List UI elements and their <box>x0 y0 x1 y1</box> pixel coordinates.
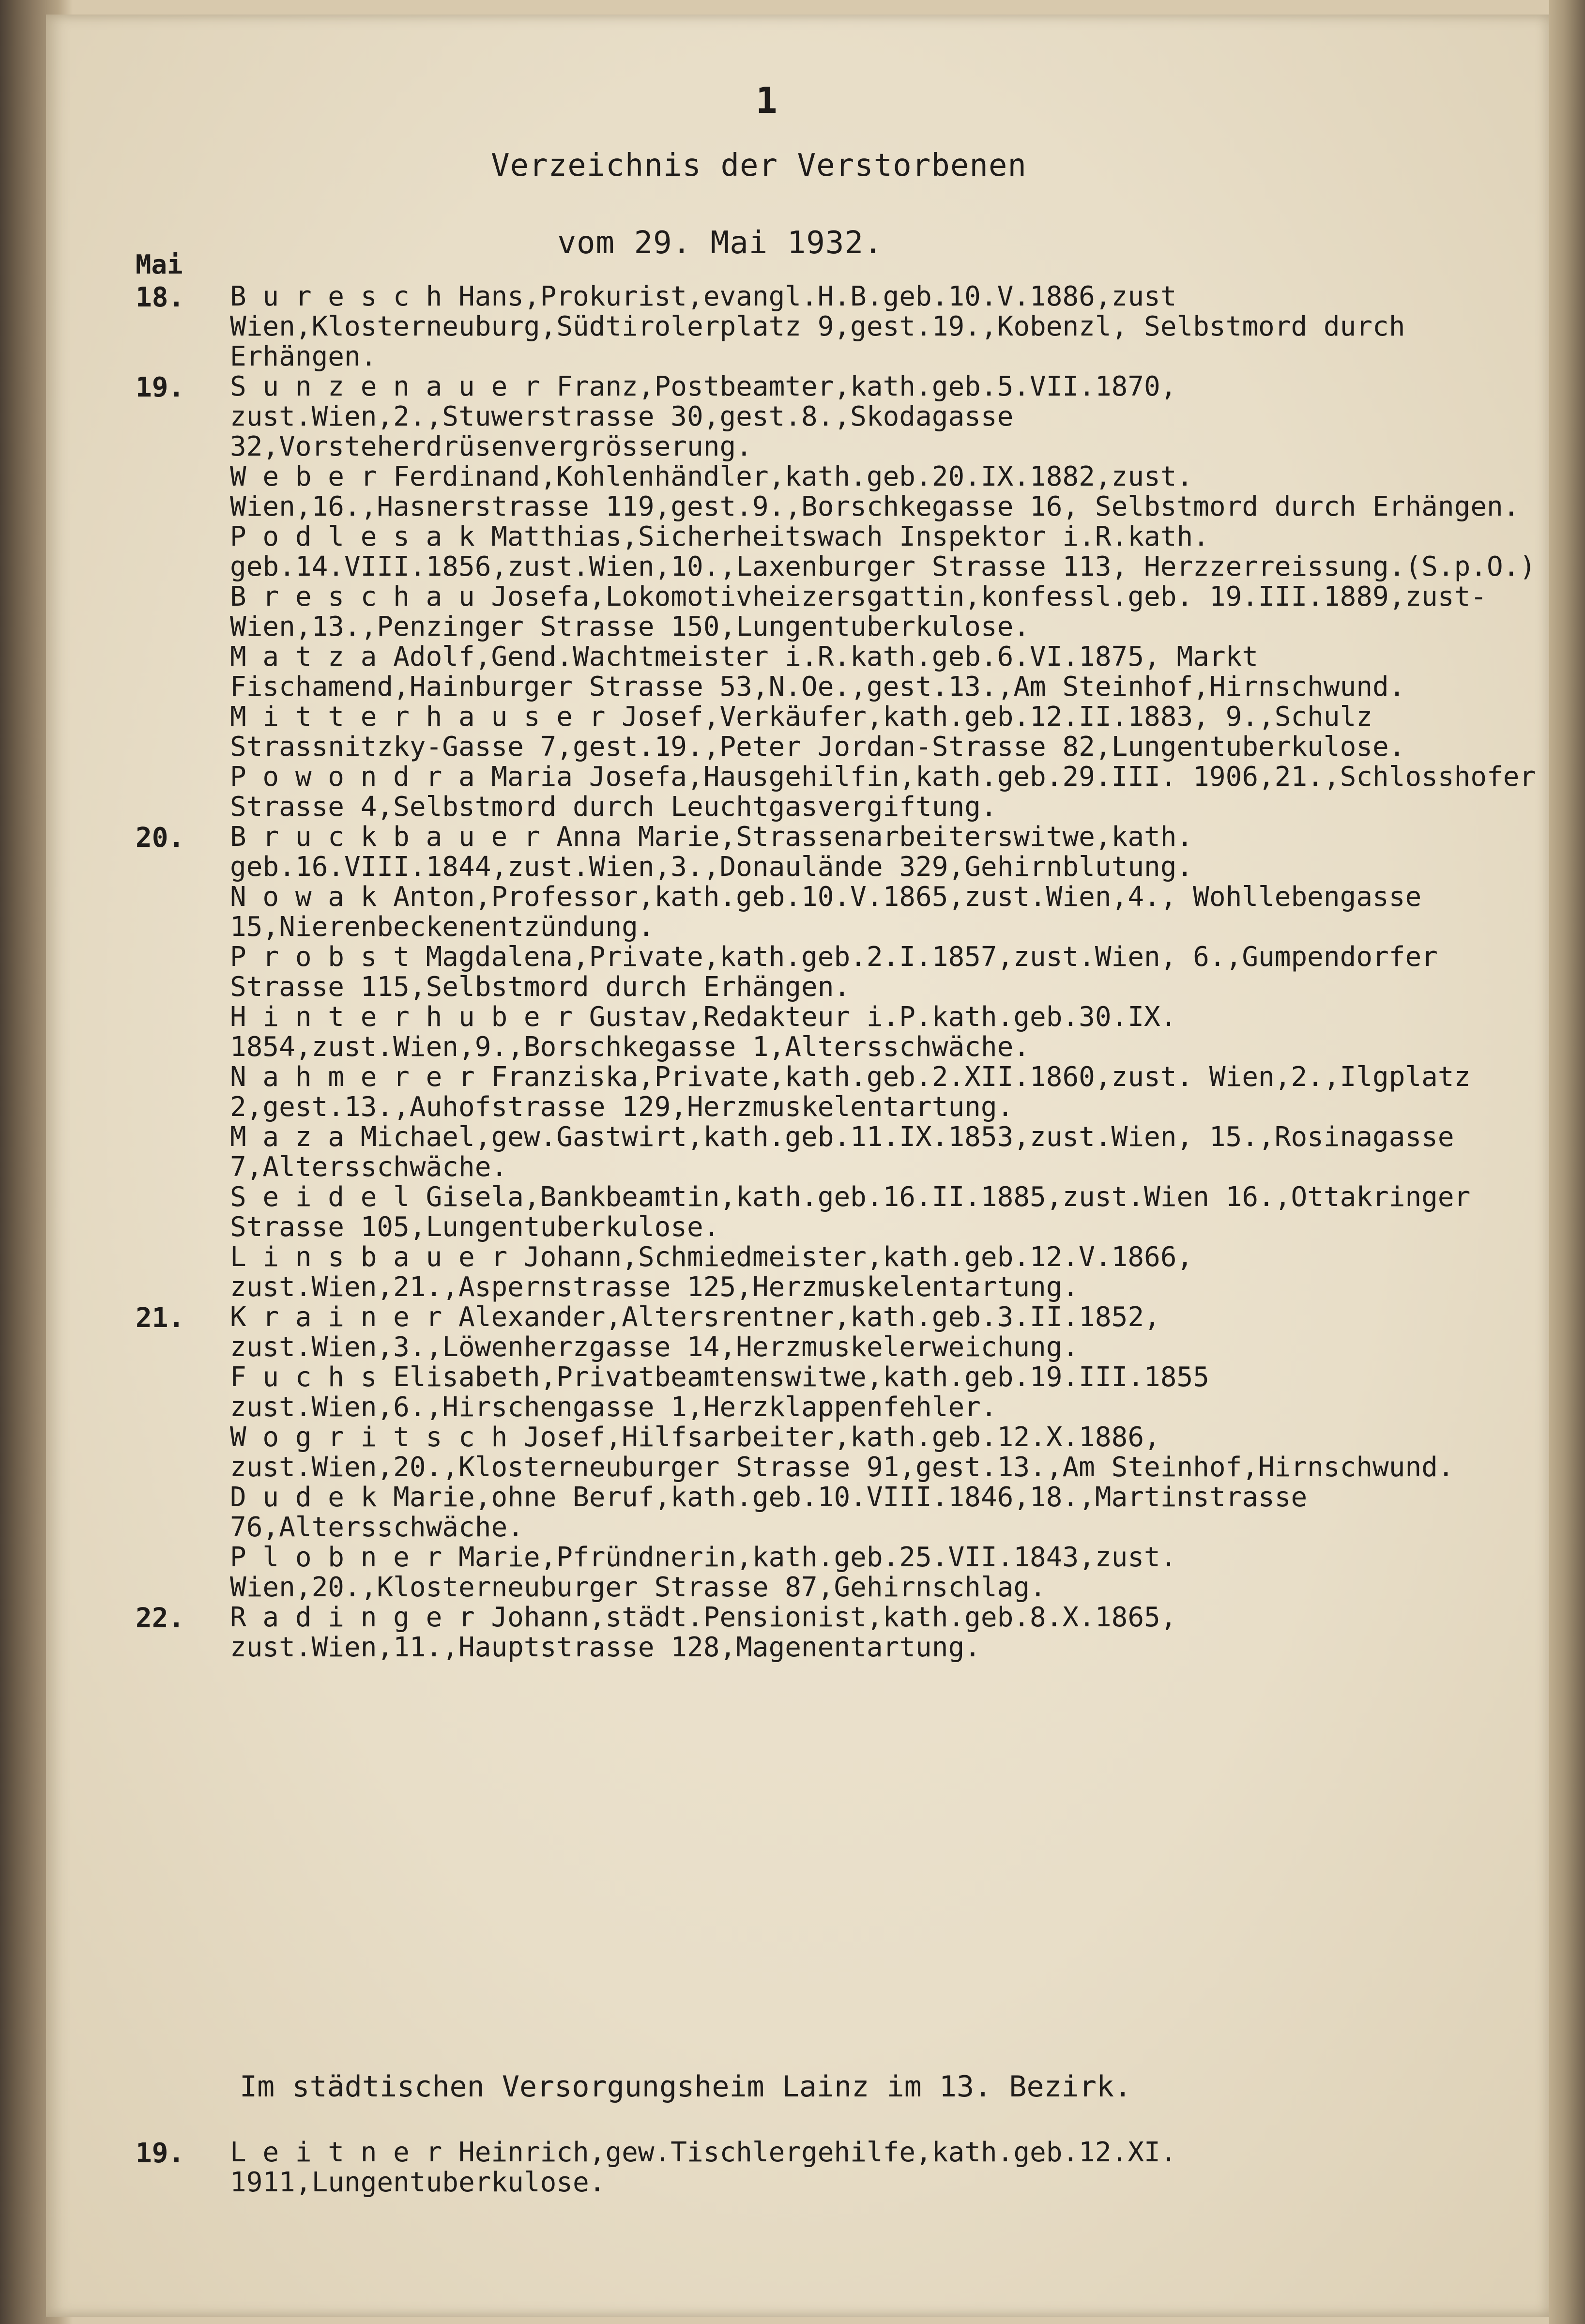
entry-text: K r a i n e r Alexander,Altersrentner,kath.geb.3.II.1852, zust.Wien,3.,Löwenherzgasse 14,Herzmuskelerweichung. <box>230 1301 1160 1363</box>
list-item <box>46 1603 1549 1663</box>
entry-text: N a h m e r e r Franziska,Private,kath.geb.2.XII.1860,zust. Wien,2.,Ilgplatz 2,gest.13.,Auhofstrasse 129,Herzmuskelentartung. <box>230 1061 1471 1123</box>
entry-text: D u d e k Marie,ohne Beruf,kath.geb.10.VIII.1846,18.,Martinstrasse 76,Altersschwäche. <box>230 1482 1308 1543</box>
death-register-list <box>46 282 1549 1663</box>
entry-day: 21. <box>136 1302 185 1334</box>
entry-text: R a d i n g e r Johann,städt.Pensionist,kath.geb.8.X.1865, zust.Wien,11.,Hauptstrasse 128,Magenentartung. <box>230 1602 1177 1663</box>
section-heading: Im städtischen Versorgungsheim Lainz im 13. Bezirk. <box>240 2070 1132 2104</box>
entry-text: P r o b s t Magdalena,Private,kath.geb.2.I.1857,zust.Wien, 6.,Gumpendorfer Strasse 115,Selbstmord durch Erhängen. <box>230 941 1438 1003</box>
entry-text: W e b e r Ferdinand,Kohlenhändler,kath.geb.20.IX.1882,zust. Wien,16.,Hasnerstrasse 119,gest.9.,Borschkegasse 16, Selbstmord durch Erhängen. <box>230 461 1520 522</box>
list-item <box>46 1302 1549 1362</box>
entry-day: 19. <box>136 2138 185 2169</box>
entry-text: B r u c k b a u e r Anna Marie,Strassenarbeiterswitwe,kath. geb.16.VIII.1844,zust.Wien,3.,Donaulände 329,Gehirnblutung. <box>230 821 1193 883</box>
month-label: Mai <box>136 249 183 280</box>
list-item <box>46 282 1549 372</box>
list-item <box>46 1062 1549 1122</box>
entry-day: 20. <box>136 822 185 854</box>
entry-day: 22. <box>136 1603 185 1634</box>
list-item <box>46 1002 1549 1062</box>
entry-text: B u r e s c h Hans,Prokurist,evangl.H.B.geb.10.V.1886,zust Wien,Klosterneuburg,Südtirolerplatz 9,gest.19.,Kobenzl, Selbstmord durch Erhängen. <box>230 281 1405 372</box>
entry-day: 18. <box>136 282 185 313</box>
list-item <box>46 942 1549 1002</box>
final-entry <box>46 2138 1549 2198</box>
entry-text: F u c h s Elisabeth,Privatbeamtenswitwe,kath.geb.19.III.1855 zust.Wien,6.,Hirschengasse 1,Herzklappenfehler. <box>230 1361 1209 1423</box>
entry-text: P l o b n e r Marie,Pfründnerin,kath.geb.25.VII.1843,zust. Wien,20.,Klosterneuburger Strasse 87,Gehirnschlag. <box>230 1542 1177 1603</box>
list-item <box>46 822 1549 882</box>
document-title: Verzeichnis der Verstorbenen <box>491 148 1027 183</box>
entry-text: M a z a Michael,gew.Gastwirt,kath.geb.11.IX.1853,zust.Wien, 15.,Rosinagasse 7,Altersschwäche. <box>230 1121 1454 1183</box>
list-item <box>46 2138 1549 2198</box>
document-date: vom 29. Mai 1932. <box>557 225 883 261</box>
entry-text: N o w a k Anton,Professor,kath.geb.10.V.1865,zust.Wien,4., Wohllebengasse 15,Nierenbeckenentzündung. <box>230 881 1422 943</box>
page-edge <box>1549 0 1585 2324</box>
page-number: 1 <box>756 80 777 122</box>
entry-text: W o g r i t s c h Josef,Hilfsarbeiter,kath.geb.12.X.1886, zust.Wien,20.,Klosterneuburger Strasse 91,gest.13.,Am Steinhof,Hirnschwund. <box>230 1422 1454 1483</box>
list-item <box>46 882 1549 942</box>
list-item <box>46 522 1549 582</box>
list-item <box>46 702 1549 762</box>
list-item <box>46 1422 1549 1483</box>
list-item <box>46 582 1549 642</box>
entry-text: P o d l e s a k Matthias,Sicherheitswach Inspektor i.R.kath. geb.14.VIII.1856,zust.Wien,10.,Laxenburger Strasse 113, Herzzerreissung.(S.p.O.) <box>230 521 1536 582</box>
paper-sheet <box>46 15 1549 2317</box>
entry-text: L i n s b a u e r Johann,Schmiedmeister,kath.geb.12.V.1866, zust.Wien,21.,Aspernstrasse 125,Herzmuskelentartung. <box>230 1241 1193 1303</box>
entry-text: B r e s c h a u Josefa,Lokomotivheizersgattin,konfessl.geb. 19.III.1889,zust-Wien,13.,Penzinger Strasse 150,Lungentuberkulose. <box>230 581 1487 642</box>
list-item <box>46 1362 1549 1422</box>
list-item <box>46 462 1549 522</box>
list-item <box>46 1182 1549 1242</box>
entry-day: 19. <box>136 372 185 403</box>
entry-text: P o w o n d r a Maria Josefa,Hausgehilfin,kath.geb.29.III. 1906,21.,Schlosshofer Strasse 4,Selbstmord durch Leuchtgasvergiftung. <box>230 761 1536 823</box>
list-item <box>46 1483 1549 1543</box>
entry-text: H i n t e r h u b e r Gustav,Redakteur i.P.kath.geb.30.IX. 1854,zust.Wien,9.,Borschkegasse 1,Altersschwäche. <box>230 1001 1177 1063</box>
list-item <box>46 762 1549 822</box>
list-item <box>46 642 1549 702</box>
entry-text: S e i d e l Gisela,Bankbeamtin,kath.geb.16.II.1885,zust.Wien 16.,Ottakringer Strasse 105,Lungentuberkulose. <box>230 1181 1471 1243</box>
entry-text: S u n z e n a u e r Franz,Postbeamter,kath.geb.5.VII.1870, zust.Wien,2.,Stuwerstrasse 30,gest.8.,Skodagasse 32,Vorsteherdrüsenvergrösserung. <box>230 371 1177 462</box>
entry-text: M i t t e r h a u s e r Josef,Verkäufer,kath.geb.12.II.1883, 9.,Schulz Strassnitzky-Gasse 7,gest.19.,Peter Jordan-Strasse 82,Lungentuberkulose. <box>230 701 1405 763</box>
list-item <box>46 1242 1549 1302</box>
list-item <box>46 1543 1549 1603</box>
entry-text: M a t z a Adolf,Gend.Wachtmeister i.R.kath.geb.6.VI.1875, Markt Fischamend,Hainburger Strasse 53,N.Oe.,gest.13.,Am Steinhof,Hirnschwund. <box>230 641 1405 703</box>
list-item <box>46 1122 1549 1182</box>
entry-text: L e i t n e r Heinrich,gew.Tischlergehilfe,kath.geb.12.XI. 1911,Lungentuberkulose. <box>230 2137 1177 2198</box>
list-item <box>46 372 1549 462</box>
